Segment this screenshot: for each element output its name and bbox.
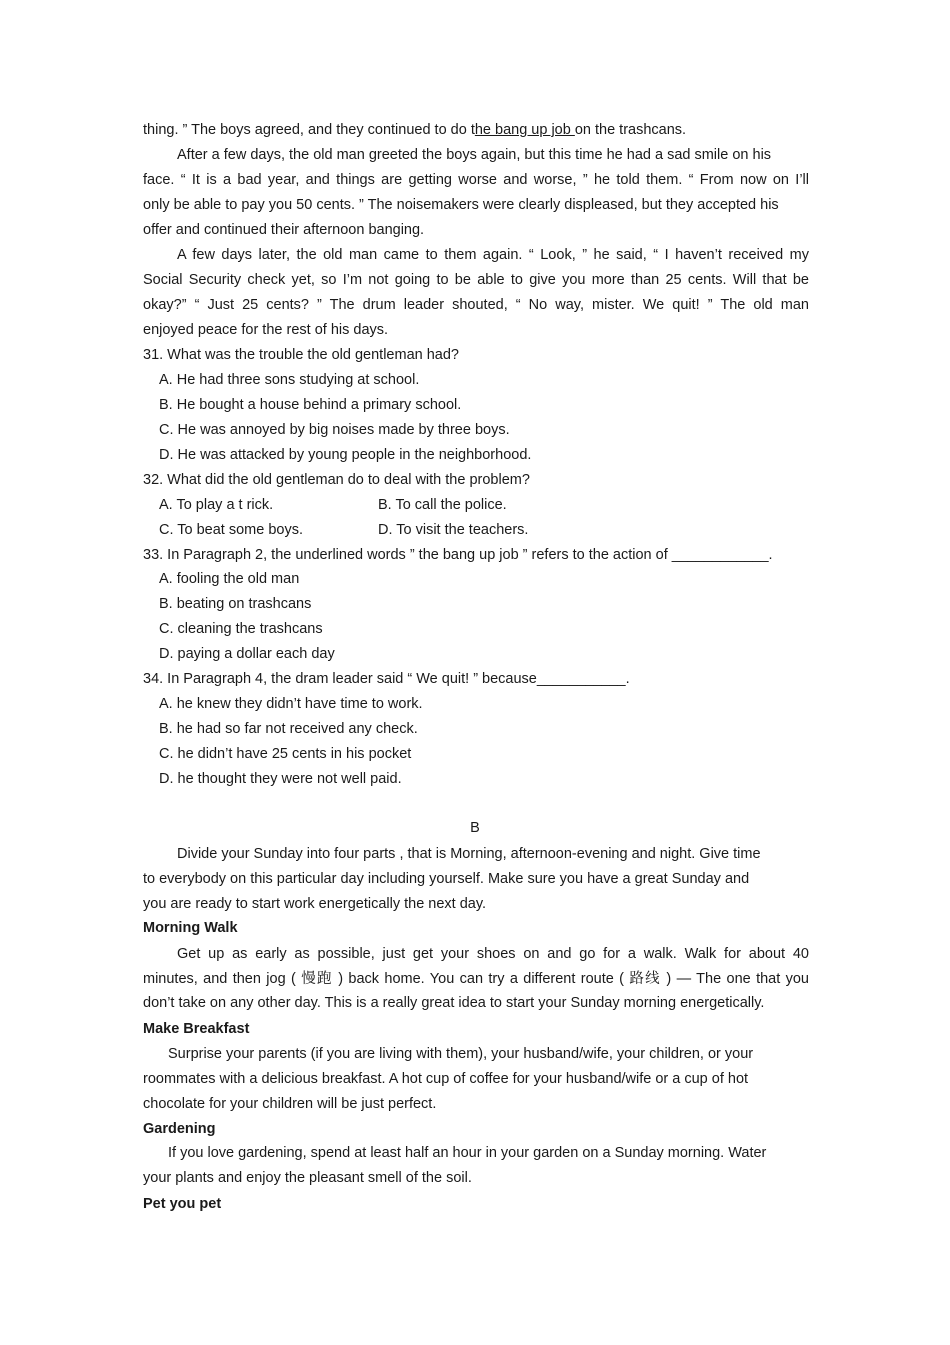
paragraph-line: offer and continued their afternoon banging.	[143, 222, 425, 238]
paragraph-line: minutes, and then jog ( 慢跑 ) back home. You can try a different route ( 路线 ) — The one that you	[143, 971, 809, 987]
paragraph-line: don’t take on any other day. This is a really great idea to start your Sunday morning energetically.	[143, 995, 765, 1011]
question-34-option-b: B. he had so far not received any check.	[159, 721, 418, 737]
section-heading: Gardening	[143, 1121, 216, 1137]
section-heading: Morning Walk	[143, 920, 238, 936]
question-33-stem: 33. In Paragraph 2, the underlined words ” the bang up job ” refers to the action of ____________.	[143, 547, 773, 563]
paragraph-line: enjoyed peace for the rest of his days.	[143, 322, 389, 338]
paragraph-line: only be able to pay you 50 cents. ” The noisemakers were clearly displeased, but they accepted his	[143, 197, 779, 213]
question-31-option-a: A. He had three sons studying at school.	[159, 372, 420, 388]
passage-a-text: thing. ” The boys agreed, and they continued to do t	[143, 122, 475, 138]
paragraph-line: After a few days, the old man greeted the boys again, but this time he had a sad smile on his	[177, 147, 772, 163]
paragraph-line: Surprise your parents (if you are living with them), your husband/wife, your children, or your	[168, 1046, 754, 1062]
passage-a-line	[143, 118, 809, 143]
paragraph-line: A few days later, the old man came to them again. “ Look, ” he said, “ I haven’t received my	[177, 247, 809, 263]
question-33-option-a: A. fooling the old man	[159, 571, 300, 587]
question-31-stem: 31. What was the trouble the old gentleman had?	[143, 347, 459, 363]
question-33-option-c: C. cleaning the trashcans	[159, 621, 323, 637]
question-32-option-a: A. To play a t rick.	[159, 497, 274, 513]
paragraph-line: If you love gardening, spend at least half an hour in your garden on a Sunday morning. Water	[168, 1145, 767, 1161]
paragraph-line: chocolate for your children will be just perfect.	[143, 1096, 437, 1112]
paragraph-line: okay?” “ Just 25 cents? ” The drum leader shouted, “ No way, mister. We quit! ” The old man	[143, 297, 809, 313]
question-32-option-c: C. To beat some boys.	[159, 522, 304, 538]
question-34-stem: 34. In Paragraph 4, the dram leader said “ We quit! ” because___________.	[143, 671, 630, 687]
question-34-option-d: D. he thought they were not well paid.	[159, 771, 402, 787]
paragraph-line: roommates with a delicious breakfast. A hot cup of coffee for your husband/wife or a cup of hot	[143, 1071, 749, 1087]
question-33-option-d: D. paying a dollar each day	[159, 646, 335, 662]
question-34-option-a: A. he knew they didn’t have time to work.	[159, 696, 423, 712]
question-34-option-c: C. he didn’t have 25 cents in his pocket	[159, 746, 412, 762]
passage-b-label: B	[470, 820, 480, 836]
question-32-option-d: D. To visit the teachers.	[378, 522, 529, 538]
paragraph-line: to everybody on this particular day including yourself. Make sure you have a great Sunday and	[143, 871, 750, 887]
paragraph-line: Divide your Sunday into four parts , that is Morning, afternoon-evening and night. Give time	[177, 846, 761, 862]
underlined-phrase: he bang up job	[474, 122, 575, 138]
paragraph-line: Social Security check yet, so I’m not going to be able to give you more than 25 cents. Will that be	[143, 272, 809, 288]
question-31-option-c: C. He was annoyed by big noises made by three boys.	[159, 422, 510, 438]
question-33-option-b: B. beating on trashcans	[159, 596, 312, 612]
question-31-option-b: B. He bought a house behind a primary school.	[159, 397, 462, 413]
section-heading: Make Breakfast	[143, 1021, 250, 1037]
paragraph-line: face. “ It is a bad year, and things are getting worse and worse, ” he told them. “ From now on I’ll	[143, 172, 809, 188]
question-32-stem: 32. What did the old gentleman do to deal with the problem?	[143, 472, 530, 488]
question-31-option-d: D. He was attacked by young people in the neighborhood.	[159, 447, 532, 463]
question-32-options-row	[159, 518, 809, 543]
paragraph-line: you are ready to start work energetically the next day.	[143, 896, 487, 912]
paragraph-line: your plants and enjoy the pleasant smell of the soil.	[143, 1170, 472, 1186]
question-32-options-row	[159, 493, 809, 518]
paragraph-line: Get up as early as possible, just get your shoes on and go for a walk. Walk for about 40	[177, 946, 809, 962]
passage-a-text: on the trashcans.	[574, 122, 687, 138]
section-heading: Pet you pet	[143, 1196, 222, 1212]
question-32-option-b: B. To call the police.	[378, 497, 507, 513]
